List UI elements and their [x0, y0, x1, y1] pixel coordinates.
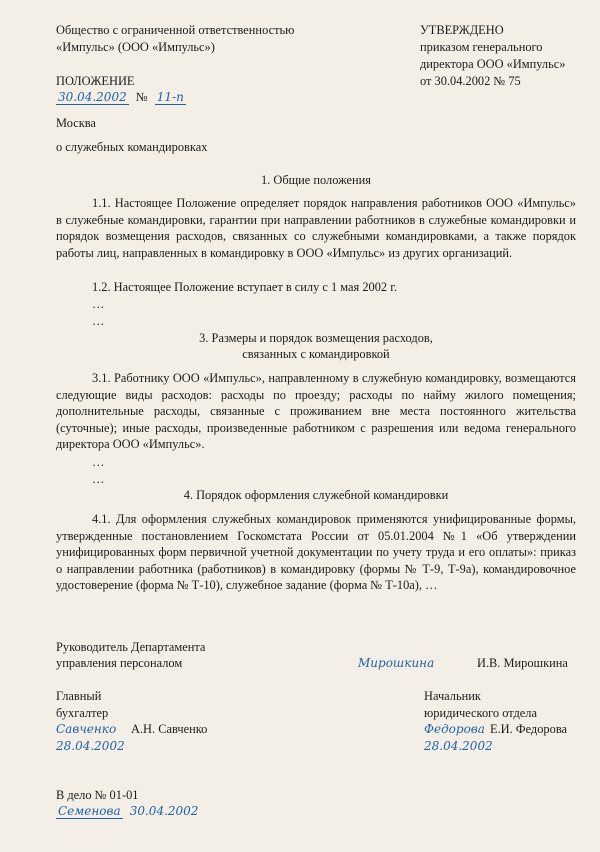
doc-subject: о служебных командировках — [56, 140, 208, 154]
approved-line1: приказом генерального — [420, 40, 543, 54]
section3-heading-line2: связанных с командировкой — [242, 347, 390, 361]
head-signature: Мирошкина — [358, 656, 435, 670]
org-name-line1: Общество с ограниченной ответственностью — [56, 23, 295, 37]
section3-heading-line1: 3. Размеры и порядок возмещения расходов, — [199, 331, 433, 345]
accountant-date: 28.04.2002 — [56, 739, 125, 753]
section4-paragraph1: 4.1. Для оформления служебных командировок применяются унифицированные формы, утвержденные постановлением Госкомстата России от 05.01.2004 №1 «Об утверждении унифицированных форм первичной учетной документации по учету труда и его оплаты»: приказ о направлении работника (работников) в командировку (формы № Т-9, Т-9а), командировочное удостоверение (форма № Т-10), служебное задание (форма № Т-10а), … — [56, 512, 576, 592]
doc-date-number — [56, 89, 186, 106]
legal-signature: Федорова — [424, 722, 485, 736]
head-name: И.В. Мирошкина — [477, 656, 568, 670]
org-name-line2: «Импульс» (ООО «Импульс») — [56, 40, 215, 54]
accountant-title-line1: Главный — [56, 689, 102, 703]
filing-signature-line — [56, 803, 198, 820]
approved-line2: директора ООО «Импульс» — [420, 57, 566, 71]
legal-title-line2: юридического отдела — [424, 706, 537, 720]
section1-ellipsis1: … — [92, 297, 105, 311]
legal-title-line1: Начальник — [424, 689, 481, 703]
section1-ellipsis2: … — [92, 314, 105, 328]
accountant-signature: Савченко — [56, 722, 117, 736]
filing-signature: Семенова — [58, 804, 121, 818]
approved-title: УТВЕРЖДЕНО — [420, 23, 504, 37]
head-title-line2: управления персоналом — [56, 656, 183, 670]
accountant-name: А.Н. Савченко — [131, 722, 208, 736]
doc-number: 11-п — [156, 90, 184, 104]
section3-ellipsis2: … — [92, 472, 105, 486]
section3-ellipsis1: … — [92, 455, 105, 469]
section1-paragraph2: 1.2. Настоящее Положение вступает в силу с 1 мая 2002 г. — [92, 280, 398, 294]
filing-label: В дело № 01-01 — [56, 788, 139, 802]
approved-line3: от 30.04.2002 № 75 — [420, 74, 521, 88]
section1-paragraph1: 1.1. Настоящее Положение определяет порядок направления работников ООО «Импульс» в служебные командировки, гарантии при направлении работников в служебные командировки и порядок возмещения расходов, связанных со служебными командировками, а также порядок работы лиц, направленных в командировку в ООО «Импульс» из других организаций. — [56, 196, 576, 260]
head-title-line1: Руководитель Департамента — [56, 640, 206, 654]
doc-city: Москва — [56, 116, 96, 130]
doc-date: 30.04.2002 — [58, 90, 127, 104]
legal-date: 28.04.2002 — [424, 739, 493, 753]
section4-heading: 4. Порядок оформления служебной командировки — [183, 488, 449, 502]
section1-heading: 1. Общие положения — [260, 173, 371, 187]
accountant-title-line2: бухгалтер — [56, 706, 109, 720]
doc-number-label: № — [135, 90, 148, 104]
legal-name: Е.И. Федорова — [490, 722, 568, 736]
filing-date: 30.04.2002 — [129, 804, 199, 818]
doc-type: ПОЛОЖЕНИЕ — [56, 74, 135, 88]
section3-paragraph1: 3.1. Работнику ООО «Импульс», направленному в служебную командировку, возмещаются следующие виды расходов: расходы по проезду; расходы по найму жилого помещения; дополнительные расходы, связанные с проживанием вне места постоянного жительства (суточные); иные расходы, произведенные работником с разрешения или ведома генерального директора ООО «Импульс». — [56, 371, 576, 451]
